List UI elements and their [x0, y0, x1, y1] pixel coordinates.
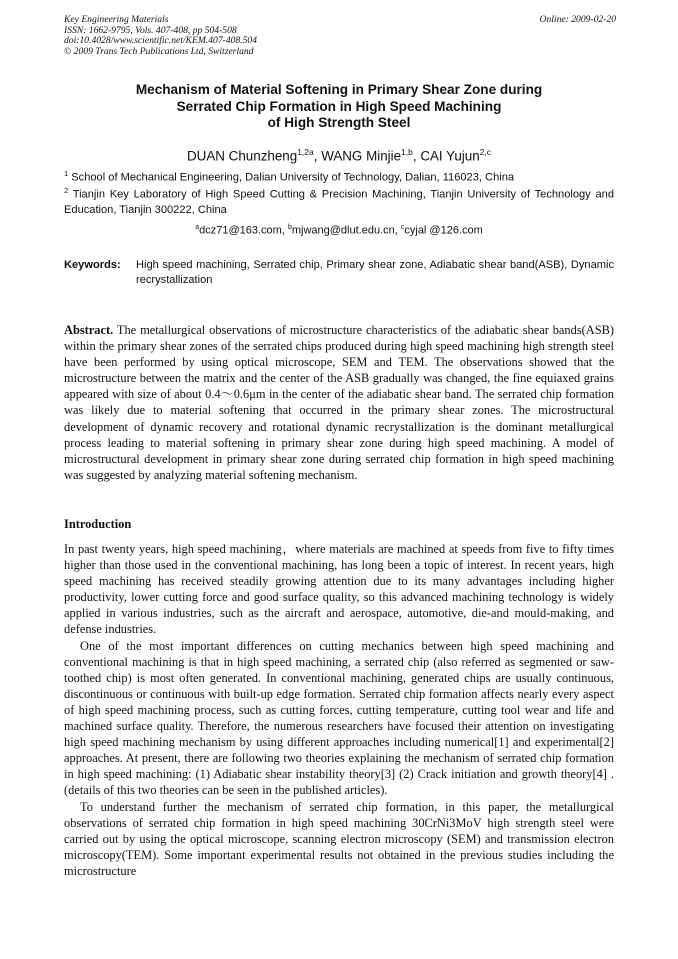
affiliation-2 — [64, 183, 614, 218]
affiliation-text: Tianjin Key Laboratory of High Speed Cutting & Precision Machining, Tianjin University of Technology and Education, Tianjin 300222, China — [64, 188, 614, 216]
author-affil-mark: 1,b — [401, 147, 413, 157]
copyright-line: © 2009 Trans Tech Publications Ltd, Switzerland — [64, 45, 254, 57]
introduction-heading: Introduction — [64, 517, 132, 531]
title-line-2: Serrated Chip Formation in High Speed Machining — [176, 98, 502, 114]
email-mark: c — [400, 224, 405, 231]
author-affil-mark: 2,c — [479, 147, 491, 157]
abstract-text: The metallurgical observations of microstructure characteristics of the adiabatic shear bands(ASB) within the primary shear zones of the serrated chips produced during high speed machining high strength steel have been performed by using optical microscope, SEM and TEM. The observations showed that the microstructure between the matrix and the center of the ASB gradually was changed, the fine equiaxed grains appeared with size of about 0.4～0.6μm in the center of the adiabatic shear band. The serrated chip formation was likely due to material softening that occurred in the primary shear zones. The microstructural development of dynamic recovery and rotational dynamic recrystallization is the dominant metallurgical process leading to material softening in primary shear zone during high speed machining. A model of microstructural development in primary shear zone during serrated chip formation in high speed machining was suggested by analyzing material softening mechanism. — [64, 323, 614, 482]
email-mark: b — [287, 224, 292, 231]
author-name: DUAN Chunzheng — [187, 148, 298, 164]
email-list: $^a$dcz71@163.com, $^b$mjwang@dlut.edu.cn, $^c$cyjal @126.com — [195, 224, 483, 237]
keywords-text: High speed machining, Serrated chip, Primary shear zone, Adiabatic shear band(ASB), Dynamic recrystallization — [136, 259, 614, 287]
email-address[interactable]: dcz71@163.com — [199, 224, 282, 237]
affiliation-number: 2 — [64, 186, 69, 195]
abstract — [64, 322, 614, 483]
author-name: CAI Yujun — [420, 148, 480, 164]
online-date: Online: 2009-02-20 — [539, 14, 616, 25]
journal-name: Key Engineering Materials — [64, 14, 169, 25]
keywords-label: Keywords: — [64, 259, 121, 271]
title-line-1: Mechanism of Material Softening in Primary Shear Zone during — [135, 82, 543, 97]
affiliation-text: School of Mechanical Engineering, Dalian University of Technology, Dalian, 116023, China — [71, 171, 515, 184]
intro-paragraph-1: In past twenty years, high speed machining，where materials are machined at speeds from five to fifty times higher than those used in the conventional machining, has long been a topic of interest. In recent years, high speed machining has received steadily growing attention due to its many advantages including higher productivity, lower cutting force and good surface quality, so this advanced machining technology is widely applied in various industries, such as the aircraft and aerospace, automotive, die-and mould-making, and defense industries. — [64, 542, 614, 637]
email-address[interactable]: mjwang@dlut.edu.cn — [291, 224, 395, 237]
author-name: WANG Minjie — [321, 148, 402, 164]
title-line-3: of High Strength Steel — [267, 115, 411, 131]
journal-header — [64, 15, 616, 57]
author-list: DUAN Chunzheng$^{1,2a}$, WANG Minjie$^{1,b}$, CAI Yujun$^{2,c}$ — [187, 147, 491, 164]
affiliation-number: 1 — [64, 169, 69, 178]
email-address[interactable]: cyjal @126.com — [404, 224, 483, 237]
doi-line: doi:10.4028/www.scientific.net/KEM.407-408.504 — [64, 35, 258, 47]
intro-paragraph-2: One of the most important differences on cutting mechanics between high speed machining and conventional machining is that in high speed machining, a serrated chip (also referred as segmented or saw-toothed chip) is most often generated. In conventional machining, generated chips are usually continuous, discontinuous or continuous with built-up edge formation. Serrated chip formation affects nearly every aspect of high speed machining process, such as cutting forces, cutting temperature, cutting tool wear and life and machined surface quality. Therefore, the numerous researchers have focused their attention on investigating high speed machining mechanism by using different approaches including numerical[1] and experimental[2] approaches. At present, there are following two theories explaining the mechanism of serrated chip formation in high speed machining: (1) Adiabatic shear instability theory[3] (2) Crack initiation and growth theory[4] . (details of this two theories can be seen in the published articles). — [64, 638, 614, 798]
intro-paragraph-3: To understand further the mechanism of serrated chip formation, in this paper, the metallurgical observations of serrated chip formation in high speed machining 30CrNi3MoV high strength steel were carried out by using the optical microscope, scanning electron microscopy (SEM) and transmission electron microscopy(TEM). Some important experimental results not obtained in the previous studies including the microstructure — [64, 799, 614, 878]
author-affil-mark: 1,2a — [297, 147, 314, 157]
email-mark: a — [195, 224, 200, 231]
issn-line: ISSN: 1662-9795, Vols. 407-408, pp 504-508 — [64, 24, 237, 36]
abstract-label: Abstract. — [64, 323, 114, 337]
introduction-body — [64, 541, 614, 879]
keywords-block — [64, 258, 614, 289]
paper-title — [40, 82, 638, 132]
